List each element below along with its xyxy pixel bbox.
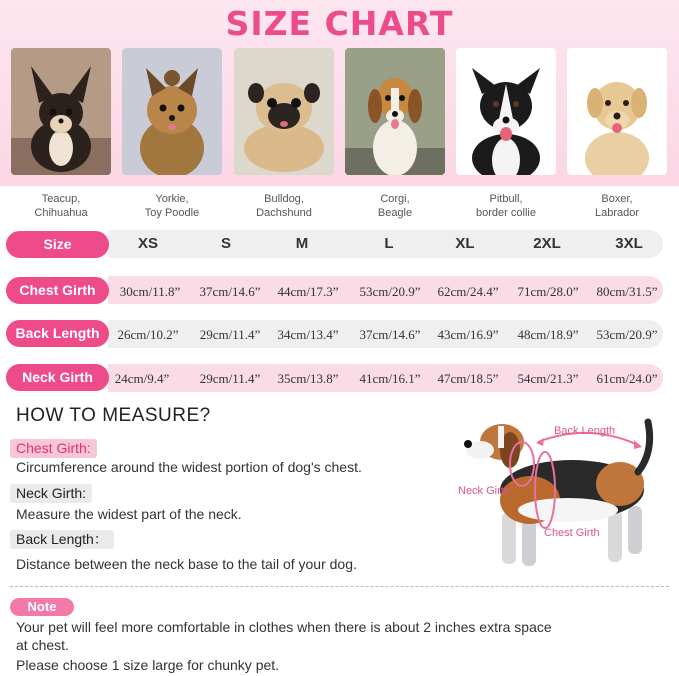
back-length-cell: 26cm/10.2” <box>117 327 179 342</box>
labrador-photo <box>567 48 667 175</box>
back-length-cell: 43cm/16.9” <box>437 327 499 342</box>
neck-girth-cell: 54cm/21.3” <box>517 371 579 386</box>
neck-girth-cell: 29cm/11.4” <box>199 371 261 386</box>
border-collie-photo <box>456 48 556 175</box>
size-header: L <box>384 235 394 252</box>
neck-girth-label: Neck Girth <box>6 364 109 391</box>
size-header: M <box>295 235 309 252</box>
neck-girth-cell: 24cm/9.4” <box>114 371 170 386</box>
chihuahua-photo <box>11 48 111 175</box>
neck-girth-cell: 35cm/13.8” <box>277 371 339 386</box>
chest-girth-cell: 80cm/31.5” <box>596 284 658 299</box>
neck-girth-desc: Measure the widest part of the neck. <box>16 506 242 522</box>
pug-photo <box>234 48 334 175</box>
chest-girth-cell: 71cm/28.0” <box>517 284 579 299</box>
measure-diagram <box>450 402 670 580</box>
chest-girth-label: Chest Girth <box>6 277 109 304</box>
chest-girth-cell: 53cm/20.9” <box>359 284 421 299</box>
back-length-cell: 37cm/14.6” <box>359 327 421 342</box>
back-length-cell: 29cm/11.4” <box>199 327 261 342</box>
back-length-cell: 48cm/18.9” <box>517 327 579 342</box>
size-header: 3XL <box>615 235 643 252</box>
chest-girth-cell: 37cm/14.6” <box>199 284 261 299</box>
size-header: XS <box>137 235 158 252</box>
note-line-2: at chest. <box>16 637 69 653</box>
how-to-heading: HOW TO MEASURE? <box>16 405 211 426</box>
chest-girth-tag: Chest Girth: <box>10 439 97 458</box>
neck-girth-cell: 47cm/18.5” <box>437 371 499 386</box>
chest-girth-diagram-label: Chest Girth <box>544 527 600 539</box>
breed-caption: Yorkie, Toy Poodle <box>144 193 200 219</box>
size-header: XL <box>455 235 475 252</box>
breed-caption: Pitbull, border collie <box>476 193 536 219</box>
neck-girth-tag: Neck Girth: <box>10 484 92 503</box>
back-length-tag: Back Length： <box>10 530 114 549</box>
back-length-cell: 34cm/13.4” <box>277 327 339 342</box>
divider <box>10 586 669 587</box>
yorkie-photo <box>122 48 222 175</box>
size-header: 2XL <box>533 235 561 252</box>
note-badge: Note <box>10 598 74 616</box>
back-length-cell: 53cm/20.9” <box>596 327 658 342</box>
page-title: SIZE CHART <box>225 4 454 43</box>
neck-girth-cell: 61cm/24.0” <box>596 371 658 386</box>
back-length-diagram-label: Back Length <box>554 425 616 437</box>
chest-girth-cell: 62cm/24.4” <box>437 284 499 299</box>
neck-girth-cell: 41cm/16.1” <box>359 371 421 386</box>
chest-girth-cell: 30cm/11.8” <box>119 284 181 299</box>
back-length-desc: Distance between the neck base to the tail of your dog. <box>16 556 357 572</box>
breed-caption: Corgi, Beagle <box>377 193 413 219</box>
breed-caption: Teacup, Chihuahua <box>34 193 88 219</box>
chest-girth-cell: 44cm/17.3” <box>277 284 339 299</box>
chest-girth-desc: Circumference around the widest portion of dog's chest. <box>16 459 362 475</box>
note-line-1: Your pet will feel more comfortable in clothes when there is about 2 inches extra space <box>16 619 552 635</box>
size-header: S <box>220 235 231 252</box>
breed-caption: Boxer, Labrador <box>594 193 640 219</box>
size-label: Size <box>6 231 109 258</box>
back-length-label: Back Length <box>6 320 109 347</box>
note-line-3: Please choose 1 size large for chunky pet. <box>16 657 280 673</box>
neck-girth-diagram-label: Neck Girth <box>458 485 510 497</box>
beagle-photo <box>345 48 445 175</box>
breed-caption: Bulldog, Dachshund <box>256 193 312 219</box>
